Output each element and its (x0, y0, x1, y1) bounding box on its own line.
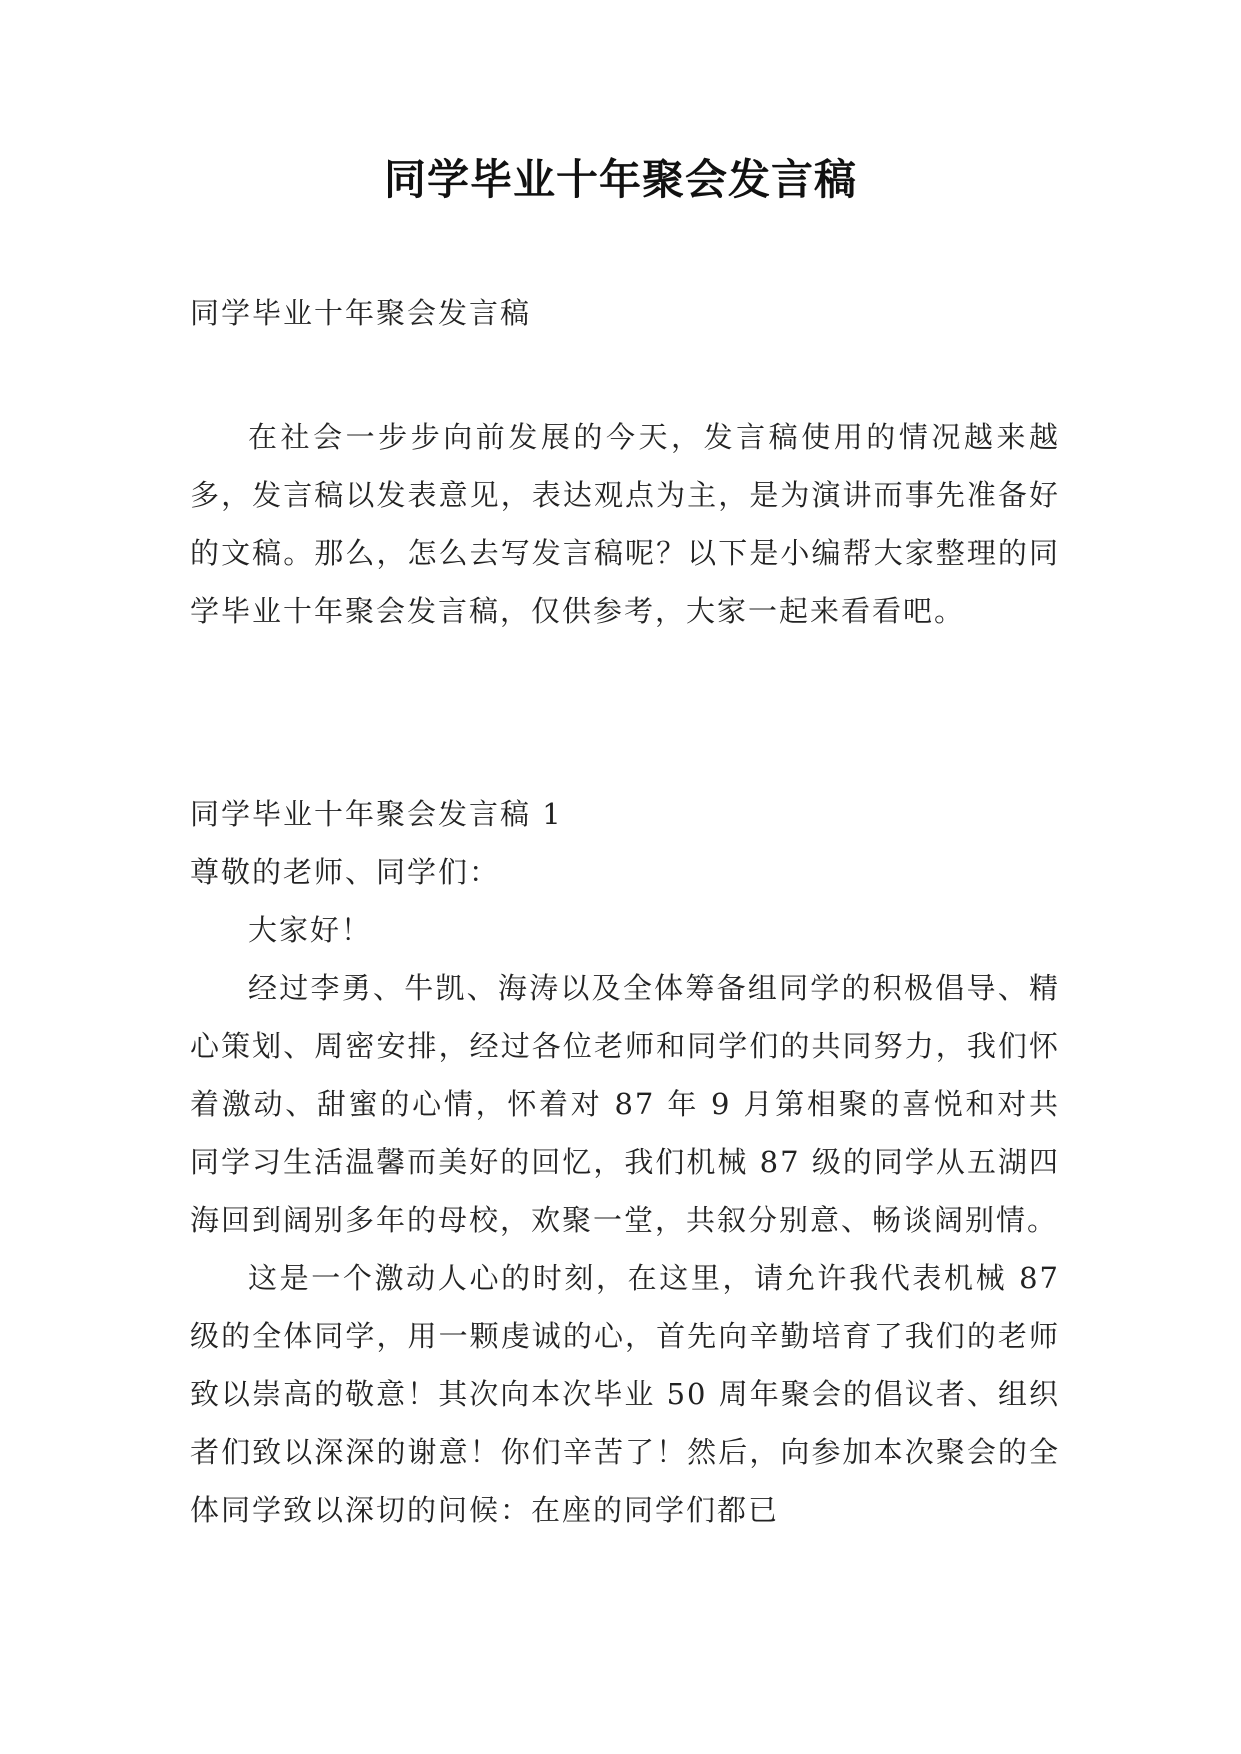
speech-section (190, 785, 1060, 1539)
document-subtitle: 同学毕业十年聚会发言稿 (190, 296, 532, 330)
intro-block (190, 408, 1060, 640)
salutation: 尊敬的老师、同学们： (190, 855, 501, 889)
greeting: 大家好！ (248, 913, 373, 947)
section-heading: 同学毕业十年聚会发言稿 1 (190, 797, 563, 831)
speech-paragraph-2: 这是一个激动人心的时刻，在这里，请允许我代表机械 87 级的全体同学，用一颗虔诚的心，首先向辛勤培育了我们的老师致以崇高的敬意！其次向本次毕业 50 周年聚会的倡议者、组织者们致以深深的谢意！你们辛苦了！然后，向参加本次聚会的全体同学致以深切的问候：在座的同学们都已 (190, 1261, 1060, 1527)
intro-paragraph: 在社会一步步向前发展的今天，发言稿使用的情况越来越多，发言稿以发表意见，表达观点为主，是为演讲而事先准备好的文稿。那么，怎么去写发言稿呢？以下是小编帮大家整理的同学毕业十年聚会发言稿，仅供参考，大家一起来看看吧。 (190, 420, 1060, 628)
speech-paragraph-1: 经过李勇、牛凯、海涛以及全体筹备组同学的积极倡导、精心策划、周密安排，经过各位老师和同学们的共同努力，我们怀着激动、甜蜜的心情，怀着对 87 年 9 月第相聚的喜悦和对共同学习生活温馨而美好的回忆，我们机械 87 级的同学从五湖四海回到阔别多年的母校，欢聚一堂，共叙分别意、畅谈阔别情。 (190, 971, 1060, 1237)
document-title: 同学毕业十年聚会发言稿 (383, 155, 857, 204)
